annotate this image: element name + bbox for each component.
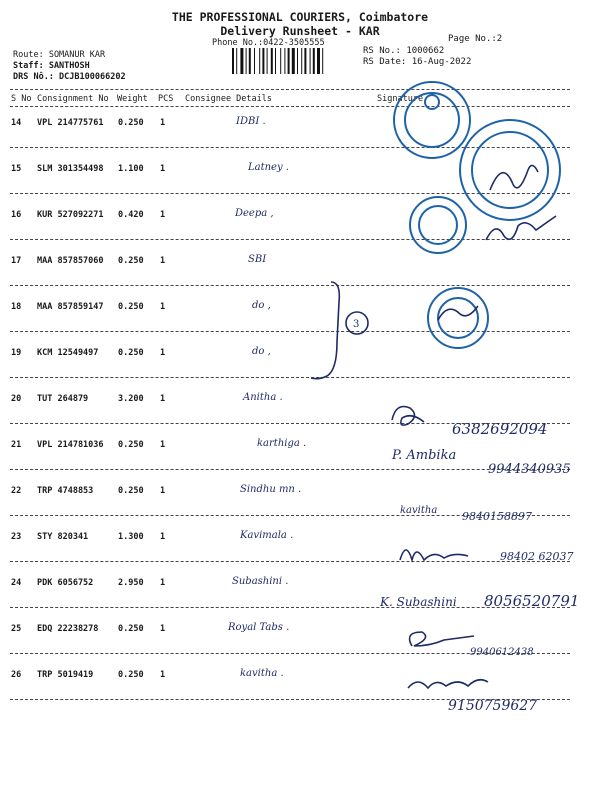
cell-consignment-no: MAA 857859147 xyxy=(37,302,104,312)
col-header-sno: S No xyxy=(11,94,32,104)
bank-stamp-lower xyxy=(428,288,488,348)
page-number: Page No.:2 xyxy=(448,34,503,44)
cell-weight: 0.250 xyxy=(118,348,144,358)
cell-consignment-no: EDQ 22238278 xyxy=(37,624,99,634)
cell-sno: 15 xyxy=(11,164,22,174)
cell-consignment-no: KCM 12549497 xyxy=(37,348,99,358)
col-header-signature: Signature xyxy=(377,94,424,104)
page-subtitle: Delivery Runsheet - KAR xyxy=(220,24,380,38)
route-info: Route: SOMANUR KAR xyxy=(13,50,106,60)
cell-pcs: 1 xyxy=(160,210,166,220)
cell-weight: 0.250 xyxy=(118,118,144,128)
signature-row-23 xyxy=(400,550,468,560)
cell-sno: 16 xyxy=(11,210,22,220)
bracket-mark xyxy=(311,282,339,379)
col-header-pcs: PCS xyxy=(158,94,174,104)
group-mark: 3 xyxy=(353,319,360,330)
sbi-stamp xyxy=(410,197,466,253)
page-title: THE PROFESSIONAL COURIERS, Coimbatore xyxy=(171,10,429,24)
cell-pcs: 1 xyxy=(160,578,166,588)
col-header-consignee: Consignee Details xyxy=(185,94,272,104)
col-header-consignment: Consignment No xyxy=(37,94,109,104)
rs-number: RS No.: 1000662 xyxy=(363,46,445,56)
name-row-21: P. Ambika xyxy=(392,448,457,463)
cell-sno: 17 xyxy=(11,256,22,266)
bank-stamp-middle xyxy=(460,120,560,220)
name-row-22: kavitha xyxy=(400,505,438,516)
cell-weight: 0.250 xyxy=(118,670,144,680)
signature-row-26 xyxy=(408,680,488,688)
cell-consignment-no: PDK 6056752 xyxy=(37,578,94,588)
cell-pcs: 1 xyxy=(160,532,166,542)
cell-consignment-no: TRP 4748853 xyxy=(37,486,94,496)
staff-info: Staff: SANTHOSH xyxy=(13,61,90,71)
signature-row-18 xyxy=(438,306,478,320)
phone-row-23: 98402 62037 xyxy=(500,550,574,563)
cell-sno: 22 xyxy=(11,486,22,496)
office-phone: Phone No.:0422-3505555 xyxy=(212,38,325,48)
cell-weight: 3.200 xyxy=(118,394,144,404)
cell-weight: 1.100 xyxy=(118,164,144,174)
cell-consignee-details: IDBI . xyxy=(236,116,266,127)
cell-pcs: 1 xyxy=(160,394,166,404)
cell-weight: 0.250 xyxy=(118,256,144,266)
cell-consignee-details: Anitha . xyxy=(243,392,283,403)
cell-consignee-details: Subashini . xyxy=(232,576,289,587)
cell-consignee-details: Royal Tabs . xyxy=(228,622,290,633)
cell-pcs: 1 xyxy=(160,624,166,634)
cell-consignment-no: VPL 214775761 xyxy=(37,118,104,128)
cell-sno: 14 xyxy=(11,118,22,128)
signature-row-20 xyxy=(392,407,424,426)
signature-row-25 xyxy=(410,632,474,646)
cell-pcs: 1 xyxy=(160,118,166,128)
cell-sno: 24 xyxy=(11,578,22,588)
cell-sno: 21 xyxy=(11,440,22,450)
cell-consignment-no: VPL 214781036 xyxy=(37,440,104,450)
name-row-24: K. Subashini xyxy=(380,595,457,609)
cell-consignee-details: Kavimala . xyxy=(240,530,294,541)
cell-weight: 0.250 xyxy=(118,486,144,496)
cell-consignment-no: TRP 5019419 xyxy=(37,670,94,680)
cell-pcs: 1 xyxy=(160,486,166,496)
cell-pcs: 1 xyxy=(160,440,166,450)
cell-pcs: 1 xyxy=(160,256,166,266)
cell-weight: 0.250 xyxy=(118,624,144,634)
cell-consignment-no: TUT 264879 xyxy=(37,394,89,404)
cell-pcs: 1 xyxy=(160,348,166,358)
cell-consignee-details: karthiga . xyxy=(257,438,307,449)
cell-sno: 25 xyxy=(11,624,22,634)
cell-sno: 20 xyxy=(11,394,22,404)
cell-consignment-no: STY 820341 xyxy=(37,532,89,542)
cell-consignee-details: kavitha . xyxy=(240,668,284,679)
cell-sno: 19 xyxy=(11,348,22,358)
cell-pcs: 1 xyxy=(160,164,166,174)
cell-sno: 26 xyxy=(11,670,22,680)
phone-row-20: 6382692094 xyxy=(452,420,548,438)
cell-consignee-details: Deepa , xyxy=(235,208,274,219)
cell-consignee-details: Sindhu mn . xyxy=(240,484,302,495)
phone-row-26: 9150759627 xyxy=(448,698,538,714)
cell-consignment-no: KUR 527092271 xyxy=(37,210,104,220)
cell-weight: 0.250 xyxy=(118,440,144,450)
cell-pcs: 1 xyxy=(160,302,166,312)
col-header-weight: Weight xyxy=(117,94,148,104)
drs-number: DRS Nô.: DCJB100066202 xyxy=(13,72,126,82)
cell-pcs: 1 xyxy=(160,670,166,680)
cell-weight: 1.300 xyxy=(118,532,144,542)
cell-sno: 18 xyxy=(11,302,22,312)
phone-row-22: 9840158897 xyxy=(462,510,532,523)
phone-row-25: 9940612438 xyxy=(470,647,534,658)
signature-row-15 xyxy=(490,165,538,190)
cell-consignee-details: SBI xyxy=(248,254,267,265)
cell-consignment-no: SLM 301354498 xyxy=(37,164,104,174)
phone-row-24: 8056520791 xyxy=(484,592,580,610)
bank-stamp-top xyxy=(394,82,470,158)
cell-consignee-details: do , xyxy=(252,346,271,357)
cell-consignee-details: do , xyxy=(252,300,271,311)
cell-weight: 2.950 xyxy=(118,578,144,588)
phone-row-21: 9944340935 xyxy=(488,462,571,477)
cell-sno: 23 xyxy=(11,532,22,542)
rs-date: RS Date: 16-Aug-2022 xyxy=(363,57,472,67)
cell-weight: 0.420 xyxy=(118,210,144,220)
cell-weight: 0.250 xyxy=(118,302,144,312)
cell-consignment-no: MAA 857857060 xyxy=(37,256,104,266)
cell-consignee-details: Latney . xyxy=(248,162,289,173)
